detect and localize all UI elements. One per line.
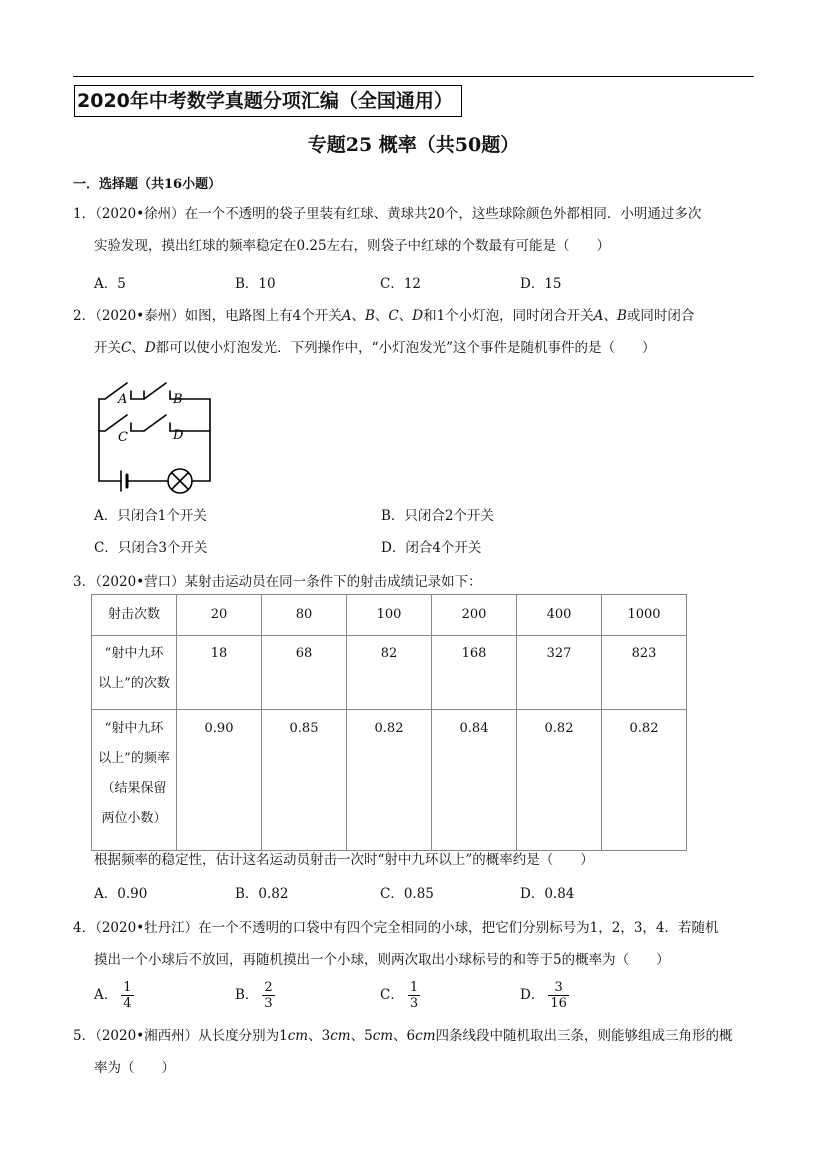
table-cell: 80 <box>262 595 347 636</box>
q2-text: 、 <box>603 308 617 324</box>
question-1 <box>73 198 763 262</box>
table-header-cell <box>92 636 177 710</box>
q2-text: 、 <box>131 340 145 356</box>
q2-var: C <box>121 340 132 356</box>
q5-unit: cm <box>415 1028 436 1044</box>
option-label: C． <box>380 987 404 1003</box>
q2-var: A <box>341 308 352 324</box>
q2-text: 、 <box>374 308 389 324</box>
fraction-numerator: 3 <box>548 980 569 996</box>
q2-var: A <box>593 308 604 324</box>
table-cell: 20 <box>177 595 262 636</box>
option-label: A． <box>94 987 118 1003</box>
q4-option-a[interactable] <box>94 980 134 1011</box>
table-cell: 68 <box>262 636 347 710</box>
table-cell: 0.90 <box>177 710 262 851</box>
q5-unit: cm <box>287 1028 309 1044</box>
question-2-line-1 <box>73 300 763 332</box>
q2-option-a[interactable]: A．只闭合1个开关 <box>94 508 207 524</box>
fraction-denominator: 16 <box>550 996 567 1011</box>
q1-option-b[interactable]: B．10 <box>235 276 276 292</box>
fraction-numerator: 1 <box>409 980 419 995</box>
table-header-cell: 射击次数 <box>92 595 177 636</box>
q2-var: B <box>365 308 375 324</box>
fraction <box>548 980 569 1011</box>
table-cell: 100 <box>347 595 432 636</box>
fraction-denominator: 3 <box>409 996 419 1011</box>
table-header-cell <box>92 710 177 851</box>
question-2-line-2 <box>73 332 763 364</box>
q2-var: B <box>616 308 627 324</box>
fraction-numerator: 1 <box>123 980 132 995</box>
q2-text: 、 <box>351 308 365 324</box>
question-5-line-2: 率为（ ） <box>94 1060 175 1076</box>
q1-option-c[interactable]: C．12 <box>380 276 422 292</box>
question-4-line-2: 摸出一个小球后不放回，再随机摸出一个小球，则两次取出小球标号的和等于5的概率为（ ） <box>94 952 670 968</box>
question-1-line-2: 实验发现，摸出红球的频率稳定在0.25左右，则袋子中红球的个数最有可能是（ ） <box>94 238 611 254</box>
q2-text: 都可以使小灯泡发光．下列操作中，“小灯泡发光”这个事件是随机事件的是（ ） <box>155 340 656 356</box>
fraction-denominator: 4 <box>123 996 132 1011</box>
q2-text: 开关 <box>94 340 121 356</box>
q1-option-d[interactable]: D．15 <box>520 276 562 292</box>
q1-option-a[interactable]: A．5 <box>94 276 126 292</box>
q2-text: 或同时闭合 <box>626 308 695 324</box>
table-header-line: 以上”的次数 <box>98 676 170 691</box>
q4-option-b[interactable] <box>235 980 275 1011</box>
fraction <box>262 980 274 1011</box>
fraction-numerator: 2 <box>264 980 273 995</box>
page-title: 专题25 概率（共50题） <box>307 134 520 156</box>
switch-label-c: C <box>118 430 128 445</box>
q5-text: 四条线段中随机取出三条，则能够组成三角形的概 <box>435 1028 733 1044</box>
q2-var: D <box>144 340 156 356</box>
q5-text: 、5 <box>350 1028 373 1044</box>
q3-option-c[interactable]: C．0.85 <box>380 886 434 902</box>
q3-option-d[interactable]: D．0.84 <box>520 886 575 902</box>
fraction <box>408 980 420 1011</box>
circuit-diagram <box>93 373 218 495</box>
question-4 <box>73 912 763 976</box>
top-rule <box>73 76 754 77</box>
switch-label-b: B <box>173 392 183 407</box>
q2-var: D <box>412 308 424 324</box>
table-cell: 168 <box>432 636 517 710</box>
q4-option-c[interactable] <box>380 980 420 1011</box>
switch-label-a: A <box>118 392 128 407</box>
q5-text: 、6 <box>393 1028 416 1044</box>
table-header-line: 以上”的频率 <box>98 751 170 766</box>
table-cell: 18 <box>177 636 262 710</box>
question-1-line-1: 1．（2020•徐州）在一个不透明的袋子里装有红球、黄球共20个，这些球除颜色外都相同．小明通过多次 <box>73 206 702 222</box>
q2-text: 、 <box>398 308 413 324</box>
question-3-prompt <box>94 844 754 876</box>
header-title-box: 2020年中考数学真题分项汇编（全国通用） <box>74 85 462 117</box>
table-cell: 200 <box>432 595 517 636</box>
q2-text: 2．（2020•泰州）如图，电路图上有4个开关 <box>73 308 342 324</box>
q5-unit: cm <box>372 1028 394 1044</box>
q2-option-d[interactable]: D．闭合4个开关 <box>381 540 482 556</box>
fraction <box>121 980 133 1011</box>
question-3-line-2: 根据频率的稳定性，估计这名运动员射击一次时“射中九环以上”的概率约是（ ） <box>94 852 594 868</box>
question-4-line-1: 4．（2020•牡丹江）在一个不透明的口袋中有四个完全相同的小球，把它们分别标号为1，2，3，4．若随机 <box>73 920 719 936</box>
q3-option-b[interactable]: B．0.82 <box>235 886 289 902</box>
section-heading: 一．选择题（共16小题） <box>73 177 222 192</box>
table-row <box>92 595 687 636</box>
q5-text: 、3 <box>308 1028 331 1044</box>
table-cell: 1000 <box>602 595 687 636</box>
fraction-denominator: 3 <box>264 996 273 1011</box>
table-cell: 0.82 <box>602 710 687 851</box>
table-header-line: 两位小数） <box>101 811 167 826</box>
shooting-results-table <box>91 594 687 851</box>
q5-unit: cm <box>330 1028 351 1044</box>
option-label: D． <box>520 987 545 1003</box>
q3-option-a[interactable]: A．0.90 <box>94 886 148 902</box>
q2-option-c[interactable]: C．只闭合3个开关 <box>94 540 208 556</box>
question-5-line-1 <box>73 1020 763 1052</box>
q2-text: 和1个小灯泡，同时闭合开关 <box>423 308 594 324</box>
table-row <box>92 636 687 710</box>
table-cell: 0.82 <box>347 710 432 851</box>
question-3-line-1: 3．（2020•营口）某射击运动员在同一条件下的射击成绩记录如下： <box>73 574 482 590</box>
question-2 <box>73 300 763 364</box>
table-cell: 823 <box>602 636 687 710</box>
table-cell: 400 <box>517 595 602 636</box>
q5-text: 5．（2020•湘西州）从长度分别为1 <box>73 1028 288 1044</box>
switch-label-d: D <box>173 428 184 443</box>
table-header-line: “射中九环 <box>104 721 164 736</box>
question-5 <box>73 1020 763 1084</box>
table-cell: 82 <box>347 636 432 710</box>
table-row <box>92 710 687 851</box>
option-label: B． <box>235 987 259 1003</box>
table-header-line: “射中九环 <box>104 646 164 661</box>
table-cell: 327 <box>517 636 602 710</box>
q4-option-d[interactable] <box>520 980 569 1011</box>
q2-var: C <box>388 308 399 324</box>
table-header-line: （结果保留 <box>101 781 167 796</box>
table-cell: 0.85 <box>262 710 347 851</box>
q2-option-b[interactable]: B．只闭合2个开关 <box>381 508 495 524</box>
table-cell: 0.82 <box>517 710 602 851</box>
table-cell: 0.84 <box>432 710 517 851</box>
